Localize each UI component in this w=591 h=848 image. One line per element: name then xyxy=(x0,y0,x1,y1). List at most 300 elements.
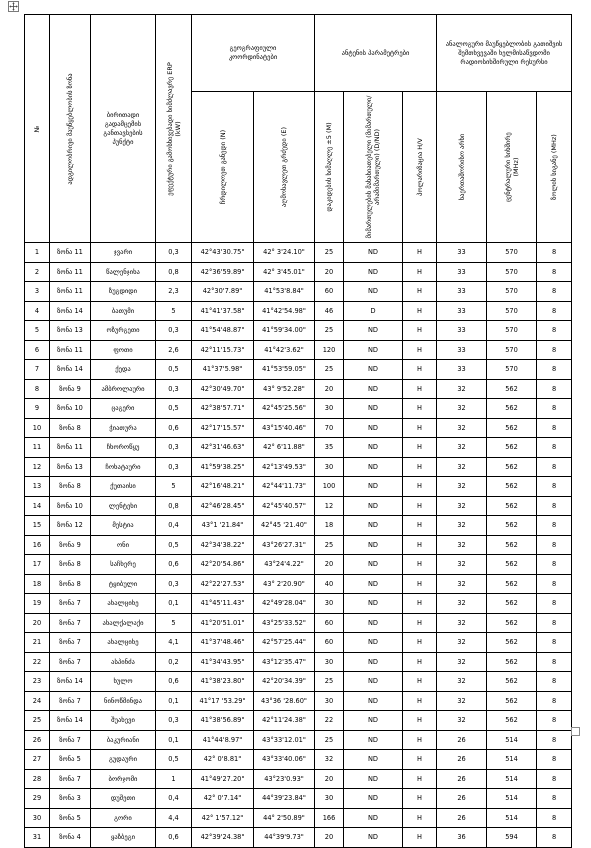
cell-polarization: H xyxy=(403,360,437,380)
cell-polarization: H xyxy=(403,282,437,302)
cell-no: 28 xyxy=(25,769,50,789)
cell-bandwidth: 8 xyxy=(537,301,572,321)
cell-polarization: H xyxy=(403,652,437,672)
table-row xyxy=(25,438,572,458)
cell-channel: 26 xyxy=(437,789,487,809)
cell-lat: 42° 0'7.14" xyxy=(192,789,254,809)
cell-zone: ზონა 10 xyxy=(50,496,91,516)
cell-center-freq: 514 xyxy=(487,730,537,750)
cell-no: 17 xyxy=(25,555,50,575)
cell-height: 46 xyxy=(315,301,344,321)
cell-center-freq: 514 xyxy=(487,789,537,809)
cell-no: 10 xyxy=(25,418,50,438)
cell-height: 20 xyxy=(315,379,344,399)
cell-center-freq: 562 xyxy=(487,672,537,692)
cell-lat: 42°39'24.38" xyxy=(192,828,254,848)
cell-zone: ზონა 8 xyxy=(50,477,91,497)
cell-direction: ND xyxy=(344,672,403,692)
cell-center-freq: 562 xyxy=(487,379,537,399)
cell-no: 2 xyxy=(25,262,50,282)
cell-direction: ND xyxy=(344,243,403,263)
cell-channel: 36 xyxy=(437,828,487,848)
table-row xyxy=(25,262,572,282)
cell-lon: 44°39'23.84" xyxy=(254,789,315,809)
cell-erp: 0,5 xyxy=(156,750,192,770)
cell-erp: 2,3 xyxy=(156,282,192,302)
cell-lat: 41°59'38.25" xyxy=(192,457,254,477)
cell-zone: ზონა 11 xyxy=(50,438,91,458)
cell-zone: ზონა 7 xyxy=(50,613,91,633)
cell-lon: 43°23'0.93" xyxy=(254,769,315,789)
cell-channel: 32 xyxy=(437,555,487,575)
cell-polarization: H xyxy=(403,613,437,633)
table-row xyxy=(25,321,572,341)
header-no: № xyxy=(25,15,50,243)
cell-no: 1 xyxy=(25,243,50,263)
cell-center-freq: 570 xyxy=(487,262,537,282)
cell-lon: 41°53'59.05" xyxy=(254,360,315,380)
cell-center-freq: 570 xyxy=(487,243,537,263)
cell-lat: 41°17 '53.29" xyxy=(192,691,254,711)
cell-place: შუახევი xyxy=(91,711,156,731)
cell-lon: 43°26'27.31" xyxy=(254,535,315,555)
cell-no: 31 xyxy=(25,828,50,848)
cell-height: 22 xyxy=(315,711,344,731)
cell-bandwidth: 8 xyxy=(537,633,572,653)
header-geo-group: გეოგრაფიული კოორდინატები xyxy=(192,15,315,92)
cell-center-freq: 562 xyxy=(487,574,537,594)
cell-direction: ND xyxy=(344,808,403,828)
cell-lon: 43° 2'20.90" xyxy=(254,574,315,594)
cell-bandwidth: 8 xyxy=(537,555,572,575)
header-zone: ადგილობრივი მაუწყებლობის ზონა xyxy=(50,15,91,243)
cell-no: 6 xyxy=(25,340,50,360)
cell-zone: ზონა 11 xyxy=(50,282,91,302)
cell-center-freq: 562 xyxy=(487,516,537,536)
cell-bandwidth: 8 xyxy=(537,808,572,828)
table-row xyxy=(25,477,572,497)
cell-erp: 0,2 xyxy=(156,652,192,672)
header-lon: აღმოსავლეთ გრძედი (E) xyxy=(254,92,315,243)
table-row xyxy=(25,828,572,848)
cell-center-freq: 570 xyxy=(487,301,537,321)
cell-place: ქუთაისი xyxy=(91,477,156,497)
cell-lon: 44° 2'50.89" xyxy=(254,808,315,828)
cell-erp: 0,3 xyxy=(156,379,192,399)
cell-center-freq: 570 xyxy=(487,360,537,380)
cell-lon: 44°39'9.73" xyxy=(254,828,315,848)
cell-height: 32 xyxy=(315,750,344,770)
cell-lat: 41°44'8.97" xyxy=(192,730,254,750)
cell-place: ოზურგეთი xyxy=(91,321,156,341)
cell-place: ამბროლაური xyxy=(91,379,156,399)
cell-erp: 0,6 xyxy=(156,555,192,575)
table-row xyxy=(25,360,572,380)
cell-direction: ND xyxy=(344,438,403,458)
cell-place: ბორჯომი xyxy=(91,769,156,789)
cell-channel: 33 xyxy=(437,360,487,380)
cell-no: 22 xyxy=(25,652,50,672)
cell-place: ლენტეხი xyxy=(91,496,156,516)
table-row xyxy=(25,789,572,809)
table-row xyxy=(25,652,572,672)
cell-lon: 43°15'40.46" xyxy=(254,418,315,438)
cell-place: დუშეთი xyxy=(91,789,156,809)
cell-bandwidth: 8 xyxy=(537,652,572,672)
cell-center-freq: 570 xyxy=(487,321,537,341)
cell-erp: 0,5 xyxy=(156,535,192,555)
cell-polarization: H xyxy=(403,301,437,321)
cell-height: 18 xyxy=(315,516,344,536)
cell-direction: ND xyxy=(344,535,403,555)
cell-channel: 32 xyxy=(437,594,487,614)
cell-direction: ND xyxy=(344,399,403,419)
cell-lat: 42°30'49.70" xyxy=(192,379,254,399)
cell-lon: 42°45'40.57" xyxy=(254,496,315,516)
cell-lat: 42°30'7.89" xyxy=(192,282,254,302)
cell-polarization: H xyxy=(403,399,437,419)
cell-height: 25 xyxy=(315,535,344,555)
cell-lon: 41°53'8.84" xyxy=(254,282,315,302)
cell-channel: 33 xyxy=(437,262,487,282)
cell-no: 7 xyxy=(25,360,50,380)
cell-height: 12 xyxy=(315,496,344,516)
cell-channel: 32 xyxy=(437,574,487,594)
cell-lon: 42° 3'24.10" xyxy=(254,243,315,263)
cell-lon: 42°13'49.53" xyxy=(254,457,315,477)
cell-no: 3 xyxy=(25,282,50,302)
table-row xyxy=(25,613,572,633)
cell-direction: ND xyxy=(344,360,403,380)
cell-channel: 32 xyxy=(437,418,487,438)
cell-channel: 26 xyxy=(437,750,487,770)
cell-bandwidth: 8 xyxy=(537,457,572,477)
cell-channel: 32 xyxy=(437,691,487,711)
cell-no: 15 xyxy=(25,516,50,536)
cell-lat: 43°1 '21.84" xyxy=(192,516,254,536)
cell-bandwidth: 8 xyxy=(537,613,572,633)
cell-polarization: H xyxy=(403,262,437,282)
cell-height: 25 xyxy=(315,360,344,380)
cell-place: საჩხერე xyxy=(91,555,156,575)
table-row xyxy=(25,496,572,516)
cell-zone: ზონა 8 xyxy=(50,555,91,575)
cell-bandwidth: 8 xyxy=(537,438,572,458)
cell-direction: ND xyxy=(344,594,403,614)
cell-polarization: H xyxy=(403,633,437,653)
cell-erp: 0,8 xyxy=(156,496,192,516)
cell-zone: ზონა 14 xyxy=(50,360,91,380)
cell-no: 9 xyxy=(25,399,50,419)
cell-lon: 43°33'12.01" xyxy=(254,730,315,750)
cell-height: 30 xyxy=(315,457,344,477)
cell-zone: ზონა 5 xyxy=(50,808,91,828)
cell-place: ჯვარი xyxy=(91,243,156,263)
cell-zone: ზონა 4 xyxy=(50,828,91,848)
cell-place: გუდაური xyxy=(91,750,156,770)
cell-polarization: H xyxy=(403,750,437,770)
cell-lon: 42° 6'11.88" xyxy=(254,438,315,458)
cell-no: 26 xyxy=(25,730,50,750)
cell-place: ახალციხე xyxy=(91,633,156,653)
header-erp: ეფექტური გამოსხივებადი სიმძლავრე ERP (kW) xyxy=(156,15,192,243)
table-row xyxy=(25,301,572,321)
cell-zone: ზონა 7 xyxy=(50,769,91,789)
header-antenna-group: ანტენის პარამეტრები xyxy=(315,15,437,92)
cell-height: 25 xyxy=(315,321,344,341)
cell-zone: ზონა 13 xyxy=(50,321,91,341)
cell-erp: 5 xyxy=(156,301,192,321)
cell-erp: 0,3 xyxy=(156,574,192,594)
cell-lon: 42° 3'45.01" xyxy=(254,262,315,282)
cell-direction: ND xyxy=(344,379,403,399)
cell-place: ზუგდიდი xyxy=(91,282,156,302)
cell-polarization: H xyxy=(403,438,437,458)
cell-direction: ND xyxy=(344,652,403,672)
cell-bandwidth: 8 xyxy=(537,691,572,711)
cell-direction: D xyxy=(344,301,403,321)
cell-place: წალენჯიხა xyxy=(91,262,156,282)
cell-no: 27 xyxy=(25,750,50,770)
cell-erp: 0,1 xyxy=(156,730,192,750)
cell-polarization: H xyxy=(403,379,437,399)
resize-handle[interactable] xyxy=(571,727,580,736)
cell-bandwidth: 8 xyxy=(537,243,572,263)
cell-center-freq: 562 xyxy=(487,438,537,458)
cell-direction: ND xyxy=(344,750,403,770)
cell-polarization: H xyxy=(403,321,437,341)
cell-bandwidth: 8 xyxy=(537,828,572,848)
cell-channel: 33 xyxy=(437,321,487,341)
header-channel-group: ანალოგური მაუწყებლობის გათიშვის შემთხვევაში ხელმისაწვდომი რადიოსიხშირული რესურსი xyxy=(437,15,572,92)
cell-height: 30 xyxy=(315,652,344,672)
cell-zone: ზონა 8 xyxy=(50,574,91,594)
cell-center-freq: 562 xyxy=(487,399,537,419)
cell-polarization: H xyxy=(403,340,437,360)
cell-erp: 5 xyxy=(156,477,192,497)
cell-height: 120 xyxy=(315,340,344,360)
cell-channel: 26 xyxy=(437,808,487,828)
cell-height: 60 xyxy=(315,613,344,633)
cell-direction: ND xyxy=(344,282,403,302)
cell-place: გორი xyxy=(91,808,156,828)
frequency-table xyxy=(24,14,572,848)
cell-bandwidth: 8 xyxy=(537,594,572,614)
cell-center-freq: 514 xyxy=(487,769,537,789)
cell-erp: 0,1 xyxy=(156,594,192,614)
table-row xyxy=(25,535,572,555)
cell-lat: 42°17'15.57" xyxy=(192,418,254,438)
cell-bandwidth: 8 xyxy=(537,282,572,302)
cell-channel: 33 xyxy=(437,301,487,321)
cell-erp: 0,3 xyxy=(156,711,192,731)
cell-lat: 41°49'27.20" xyxy=(192,769,254,789)
cell-bandwidth: 8 xyxy=(537,769,572,789)
table-row xyxy=(25,574,572,594)
cell-no: 14 xyxy=(25,496,50,516)
cell-channel: 33 xyxy=(437,243,487,263)
cell-height: 166 xyxy=(315,808,344,828)
table-row xyxy=(25,769,572,789)
header-height: დაკიდების სიმაღლე ±5 (M) xyxy=(315,92,344,243)
cell-lon: 42°57'25.44" xyxy=(254,633,315,653)
cell-lat: 42°46'28.45" xyxy=(192,496,254,516)
cell-height: 20 xyxy=(315,555,344,575)
cell-zone: ზონა 9 xyxy=(50,535,91,555)
cell-lon: 42°44'11.73" xyxy=(254,477,315,497)
cell-no: 4 xyxy=(25,301,50,321)
header-polarization: პოლარიზაცია H/V xyxy=(403,92,437,243)
table-row xyxy=(25,555,572,575)
cell-no: 11 xyxy=(25,438,50,458)
cell-erp: 1 xyxy=(156,769,192,789)
cell-polarization: H xyxy=(403,769,437,789)
cell-channel: 32 xyxy=(437,613,487,633)
cell-channel: 32 xyxy=(437,672,487,692)
cell-height: 30 xyxy=(315,594,344,614)
cell-polarization: H xyxy=(403,477,437,497)
cell-lat: 41°34'43.95" xyxy=(192,652,254,672)
cell-center-freq: 562 xyxy=(487,711,537,731)
header-center-freq: ცენტრალური სიხშირე (MHz) xyxy=(487,92,537,243)
cell-lon: 42°45'25.56" xyxy=(254,399,315,419)
cell-direction: ND xyxy=(344,321,403,341)
cell-polarization: H xyxy=(403,594,437,614)
cell-zone: ზონა 11 xyxy=(50,340,91,360)
cell-bandwidth: 8 xyxy=(537,672,572,692)
cell-lat: 42°20'54.86" xyxy=(192,555,254,575)
cell-bandwidth: 8 xyxy=(537,789,572,809)
cell-lat: 41°41'37.58" xyxy=(192,301,254,321)
cell-direction: ND xyxy=(344,828,403,848)
cell-zone: ზონა 7 xyxy=(50,652,91,672)
cell-bandwidth: 8 xyxy=(537,321,572,341)
cell-height: 20 xyxy=(315,828,344,848)
cell-polarization: H xyxy=(403,828,437,848)
cell-height: 60 xyxy=(315,282,344,302)
cell-center-freq: 570 xyxy=(487,340,537,360)
cell-bandwidth: 8 xyxy=(537,340,572,360)
cell-center-freq: 562 xyxy=(487,613,537,633)
table-row xyxy=(25,750,572,770)
cell-no: 20 xyxy=(25,613,50,633)
cell-direction: ND xyxy=(344,477,403,497)
cell-place: ქედა xyxy=(91,360,156,380)
cell-channel: 32 xyxy=(437,457,487,477)
cell-direction: ND xyxy=(344,711,403,731)
cell-height: 30 xyxy=(315,399,344,419)
cell-center-freq: 514 xyxy=(487,750,537,770)
cell-lon: 42°45 '21.40" xyxy=(254,516,315,536)
cell-height: 40 xyxy=(315,574,344,594)
header-channel: საერთაშორისო არხი xyxy=(437,92,487,243)
cell-erp: 5 xyxy=(156,613,192,633)
cell-erp: 0,5 xyxy=(156,399,192,419)
header-bandwidth: ზოლის სიგანე (MHz) xyxy=(537,92,572,243)
cell-place: ონი xyxy=(91,535,156,555)
cell-erp: 0,6 xyxy=(156,828,192,848)
cell-polarization: H xyxy=(403,808,437,828)
cell-place: ნინოწმინდა xyxy=(91,691,156,711)
cell-place: ახალციხე xyxy=(91,594,156,614)
cell-no: 29 xyxy=(25,789,50,809)
cell-lon: 41°42'3.62" xyxy=(254,340,315,360)
cell-channel: 32 xyxy=(437,516,487,536)
cell-direction: ND xyxy=(344,457,403,477)
table-move-handle-icon[interactable] xyxy=(8,1,19,12)
cell-lat: 41°45'11.43" xyxy=(192,594,254,614)
cell-polarization: H xyxy=(403,691,437,711)
cell-direction: ND xyxy=(344,613,403,633)
cell-polarization: H xyxy=(403,535,437,555)
cell-place: ასპინძა xyxy=(91,652,156,672)
cell-erp: 0,5 xyxy=(156,360,192,380)
cell-no: 23 xyxy=(25,672,50,692)
cell-height: 25 xyxy=(315,243,344,263)
cell-erp: 4,4 xyxy=(156,808,192,828)
cell-no: 12 xyxy=(25,457,50,477)
cell-bandwidth: 8 xyxy=(537,535,572,555)
cell-height: 30 xyxy=(315,789,344,809)
cell-polarization: H xyxy=(403,672,437,692)
cell-erp: 0,3 xyxy=(156,243,192,263)
cell-center-freq: 562 xyxy=(487,535,537,555)
cell-channel: 32 xyxy=(437,477,487,497)
cell-no: 13 xyxy=(25,477,50,497)
cell-polarization: H xyxy=(403,418,437,438)
cell-lon: 43°24'4.22" xyxy=(254,555,315,575)
cell-zone: ზონა 9 xyxy=(50,379,91,399)
cell-direction: ND xyxy=(344,516,403,536)
cell-height: 100 xyxy=(315,477,344,497)
table-row xyxy=(25,399,572,419)
cell-lon: 43°12'35.47" xyxy=(254,652,315,672)
cell-bandwidth: 8 xyxy=(537,750,572,770)
cell-zone: ზონა 14 xyxy=(50,672,91,692)
cell-channel: 32 xyxy=(437,438,487,458)
cell-lat: 41°20'51.01" xyxy=(192,613,254,633)
cell-direction: ND xyxy=(344,730,403,750)
cell-no: 24 xyxy=(25,691,50,711)
cell-polarization: H xyxy=(403,789,437,809)
cell-erp: 2,6 xyxy=(156,340,192,360)
cell-center-freq: 562 xyxy=(487,496,537,516)
cell-no: 16 xyxy=(25,535,50,555)
cell-lat: 42°31'46.63" xyxy=(192,438,254,458)
cell-bandwidth: 8 xyxy=(537,574,572,594)
cell-direction: ND xyxy=(344,418,403,438)
cell-lat: 42°16'48.21" xyxy=(192,477,254,497)
cell-bandwidth: 8 xyxy=(537,477,572,497)
cell-center-freq: 562 xyxy=(487,418,537,438)
cell-lat: 41°38'23.80" xyxy=(192,672,254,692)
table-row xyxy=(25,340,572,360)
cell-channel: 33 xyxy=(437,282,487,302)
cell-erp: 0,6 xyxy=(156,418,192,438)
cell-center-freq: 562 xyxy=(487,652,537,672)
cell-polarization: H xyxy=(403,711,437,731)
cell-lon: 43°25'33.52" xyxy=(254,613,315,633)
cell-place: ხულო xyxy=(91,672,156,692)
cell-polarization: H xyxy=(403,730,437,750)
cell-lat: 41°37'5.98" xyxy=(192,360,254,380)
table-row xyxy=(25,516,572,536)
cell-center-freq: 562 xyxy=(487,633,537,653)
cell-direction: ND xyxy=(344,691,403,711)
cell-zone: ზონა 13 xyxy=(50,457,91,477)
cell-center-freq: 562 xyxy=(487,457,537,477)
cell-place: ყაზბეგი xyxy=(91,828,156,848)
